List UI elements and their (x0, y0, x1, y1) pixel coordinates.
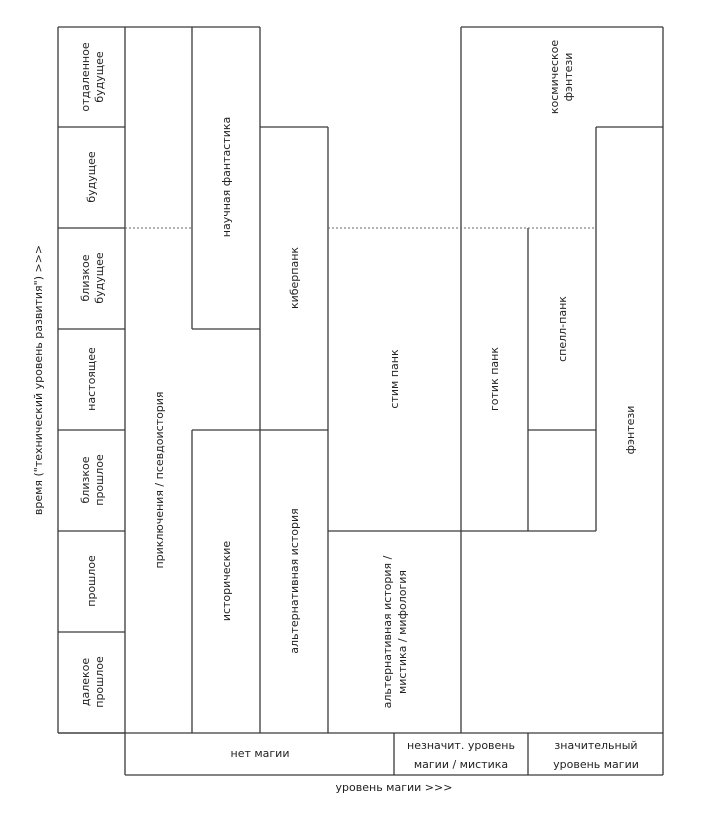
time-period-label: настоящее (85, 347, 98, 411)
genre-adventure-label: приключения / псевдоистория (153, 391, 166, 569)
time-period-label: будущее (85, 151, 98, 203)
genre-fantasy-label: фэнтези (624, 405, 637, 455)
magic-level-label: незначит. уровень магии / мистика (407, 739, 515, 771)
time-period-label: прошлое (85, 555, 98, 607)
magic-level-label: нет магии (230, 747, 290, 760)
magic-level-labels (231, 739, 639, 771)
time-period-label: отдаленноебудущее (79, 42, 106, 112)
time-period-labels (79, 42, 106, 708)
genre-spellpunk-label: спелл-панк (556, 296, 569, 362)
genre-space-fantasy-label: космическоефэнтези (548, 39, 575, 115)
genre-historical-label: исторические (220, 540, 233, 622)
time-period-label: близкоепрошлое (79, 454, 106, 506)
genre-labels (153, 40, 637, 709)
time-period-label: близкоебудущее (79, 252, 106, 304)
magic-level-label: значительный уровень магии (553, 739, 639, 771)
genre-cyberpunk-label: киберпанк (288, 246, 301, 310)
grid-lines (58, 27, 663, 775)
genre-alt-history-mystic-label: альтернативная история / мистика / мифология (381, 555, 409, 709)
genre-science-fiction-label: научная фантастика (220, 116, 233, 238)
time-period-label: далекоепрошлое (79, 656, 106, 708)
genre-alt-history-label: альтернативная история (288, 508, 301, 654)
y-axis-title: время ("технический уровень развития") >>> (32, 244, 45, 516)
genre-steampunk-label: стим панк (388, 349, 401, 409)
genre-gothpunk-label: готик панк (488, 347, 501, 411)
x-axis-title: уровень магии >>> (335, 781, 453, 794)
